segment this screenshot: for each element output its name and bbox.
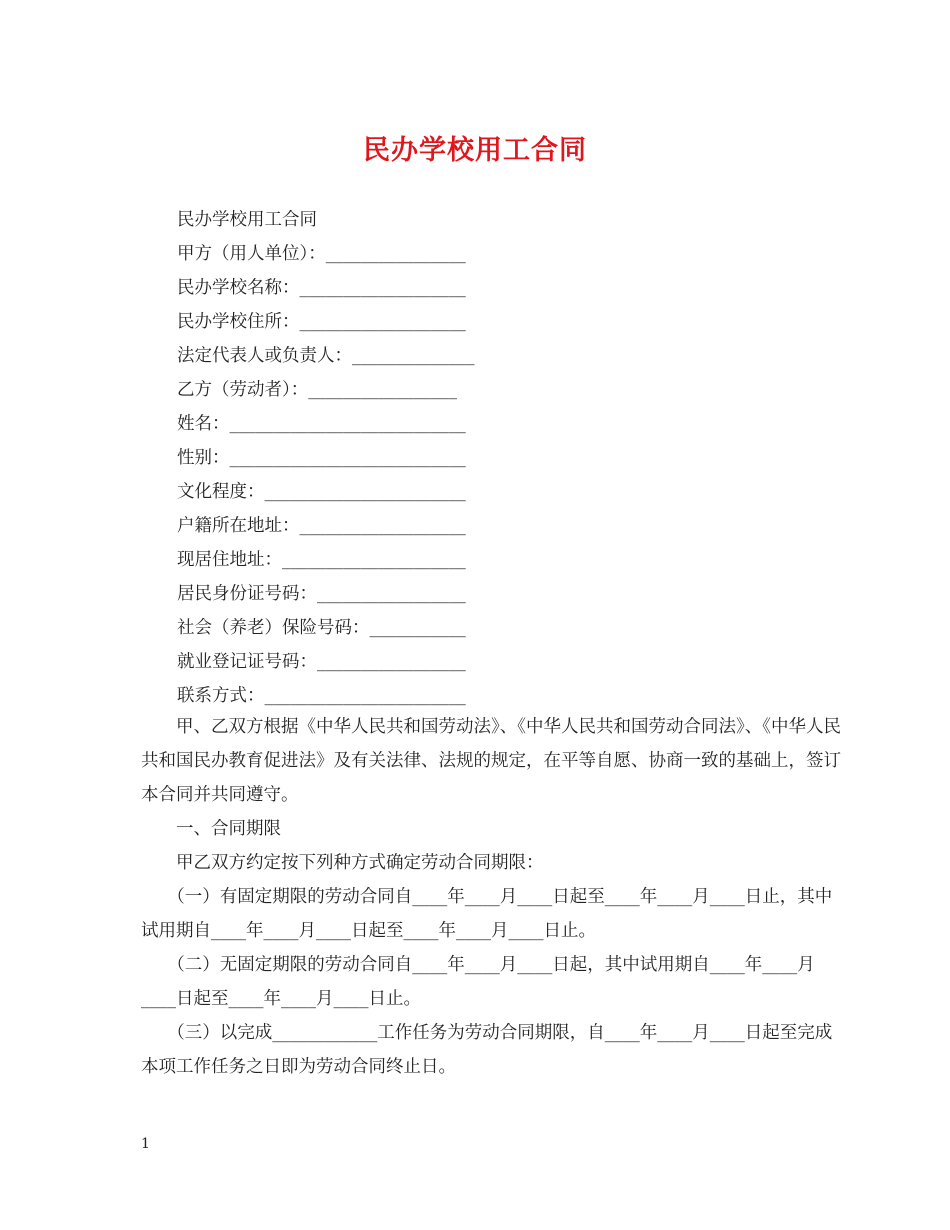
page-number: 1 [141,1136,150,1152]
field-contact: 联系方式：_______________________ [177,686,466,706]
field-employment-number: 就业登记证号码：_________________ [177,652,466,672]
field-current-address: 现居住地址：_____________________ [177,550,466,570]
field-id-number: 居民身份证号码：_________________ [177,584,466,604]
field-party-b: 乙方（劳动者）：_________________ [177,380,457,400]
paragraph-open-term: （二）无固定期限的劳动合同自____年____月____日起，其中试用期自____年____月____日起至____年____月____日止。 [141,955,815,1009]
field-party-a: 甲方（用人单位）：________________ [177,244,466,264]
field-name: 姓名：___________________________ [177,414,466,434]
field-household-address: 户籍所在地址：___________________ [177,516,466,536]
field-gender: 性别：___________________________ [177,448,466,468]
subtitle-line: 民办学校用工合同 [177,210,317,230]
paragraph-intro: 甲、乙双方根据《中华人民共和国劳动法》、《中华人民共和国劳动合同法》、《中华人民共和国民办教育促进法》及有关法律、法规的规定，在平等自愿、协商一致的基础上，签订本合同并共同遵守。 [141,717,841,805]
section-heading-term: 一、合同期限 [141,819,281,839]
document-title: 民办学校用工合同 [363,135,587,166]
field-education: 文化程度：_______________________ [177,482,466,502]
field-school-name: 民办学校名称：___________________ [177,278,466,298]
paragraph-term-intro: 甲乙双方约定按下列种方式确定劳动合同期限： [141,853,544,873]
paragraph-task-term: （三）以完成____________工作任务为劳动合同期限，自____年____月____日起至完成本项工作任务之日即为劳动合同终止日。 [141,1023,833,1077]
field-legal-representative: 法定代表人或负责人：______________ [177,346,475,366]
paragraph-fixed-term: （一）有固定期限的劳动合同自____年____月____日起至____年____月____日止，其中试用期自____年____月____日起至____年____月____日止。 [141,887,833,941]
field-insurance-number: 社会（养老）保险号码：___________ [177,618,466,638]
field-school-address: 民办学校住所：___________________ [177,312,466,332]
